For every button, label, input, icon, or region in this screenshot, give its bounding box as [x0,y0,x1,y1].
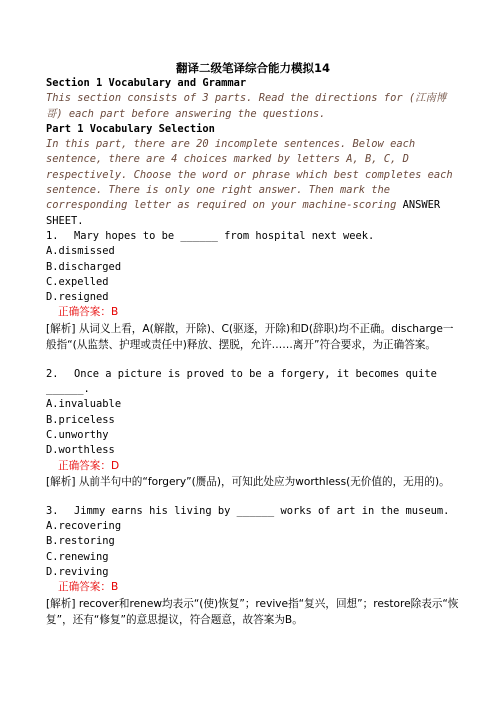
explanation: [解析] recover和renew均表示“(使)恢复”；revive指“复兴，回想”；restore除表示“恢复”，还有“修复”的意思提议，符合题意，故答案为B。 [46,597,459,626]
question-number: 3. [46,504,59,517]
option-b[interactable]: B.discharged [46,260,122,273]
option-a[interactable]: A.invaluable [46,398,122,411]
part-heading: Part 1 Vocabulary Selection [46,122,215,135]
spacer [46,490,460,504]
option-c[interactable]: C.renewing [46,550,109,563]
answer-label: 正确答案： [58,581,111,594]
option-list [46,397,460,458]
explanation: [解析] 从词义上看，A(解散，开除)、C(驱逐，开除)和D(辞职)均不正确。discharge一般指“(从监禁、护理或责任中)释放、摆脱，允许……离开”符合要求，为正确答案。 [46,322,454,351]
explanation: [解析] 从前半句中的“forgery”(赝品)，可知此处应为worthless(无价值的，无用的)。 [46,475,450,488]
answer-sheet-label: ANSWER SHEET. [46,199,441,227]
correct-answer [46,459,460,474]
correct-answer [46,305,460,320]
option-d[interactable]: D.reviving [46,566,109,579]
question-1 [46,229,460,353]
part-intro [46,137,460,229]
question-text: Mary hopes to be ______ from hospital next week. [74,229,375,242]
question-stem [46,504,460,519]
option-c[interactable]: C.unworthy [46,428,109,441]
spacer [46,353,460,367]
option-a[interactable]: A.recovering [46,520,122,533]
correct-answer [46,580,460,595]
answer-value: D [110,459,120,472]
part-intro-text: In this part, there are 20 incomplete sentences. Below each sentence, there are 4 choices marked by letters A, B, C, D respectively. Choose the word or phrase which best completes each sentence. There is only one right answer. Then mark the corresponding letter as required on your machine-scoring [46,138,453,212]
option-list [46,244,460,305]
option-b[interactable]: B.restoring [46,535,115,548]
question-3 [46,504,460,628]
question-stem [46,367,460,398]
question-number: 2. [46,367,59,380]
answer-value: B [110,306,119,319]
document-title: 翻译二级笔译综合能力模拟14 [175,61,330,75]
option-list [46,519,460,580]
question-2 [46,367,460,490]
section-heading: Section 1 Vocabulary and Grammar [46,77,247,89]
question-text: Jimmy earns his living by ______ works of art in the museum. [74,504,450,517]
option-b[interactable]: B.priceless [46,413,115,426]
section-intro: This section consists of 3 parts. Read the directions for (江南博哥) each part before answering the questions. [46,92,447,120]
answer-label: 正确答案： [58,459,111,472]
option-d[interactable]: D.resigned [46,291,109,304]
question-text: Once a picture is proved to be a forgery, it becomes quite ______. [46,367,437,396]
answer-value: B [110,581,119,594]
answer-label: 正确答案： [58,306,111,319]
option-d[interactable]: D.worthless [46,444,115,457]
question-number: 1. [46,229,59,242]
option-a[interactable]: A.dismissed [46,245,115,258]
question-stem [46,229,460,244]
option-c[interactable]: C.expelled [46,275,109,288]
